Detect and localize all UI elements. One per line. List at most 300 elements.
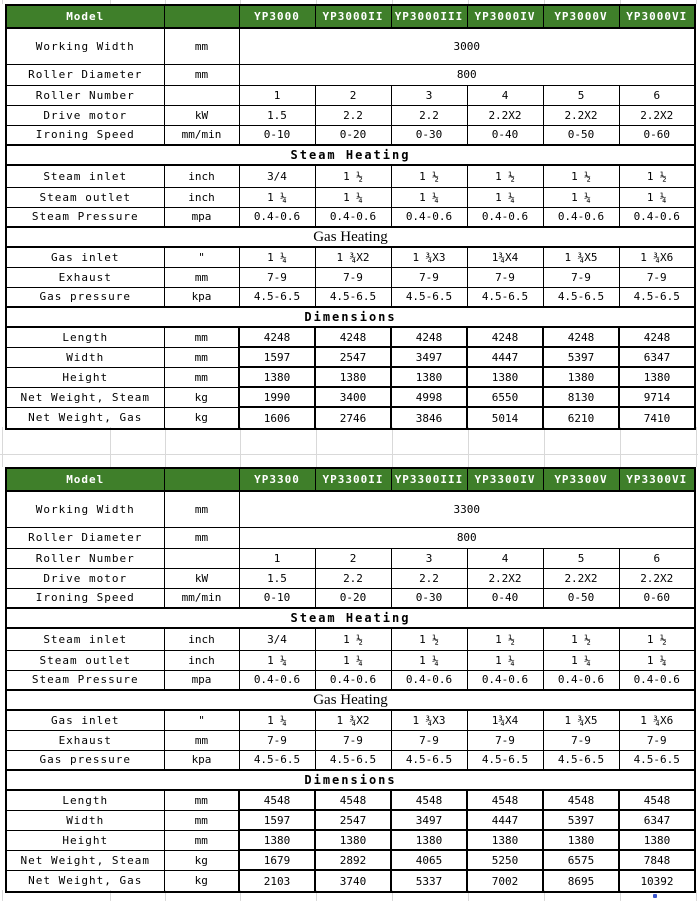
row-label: Height (6, 367, 164, 387)
model-name-cell: YP3300IV (467, 468, 543, 491)
row-value: 1380 (619, 367, 695, 387)
row-label: Ironing Speed (6, 125, 164, 145)
section-title: Dimensions (6, 307, 695, 327)
row-value: 4.5-6.5 (543, 750, 619, 770)
row-value: 1380 (315, 367, 391, 387)
row-label: Steam outlet (6, 650, 164, 670)
row-value: 2547 (315, 347, 391, 367)
spec-row (6, 568, 695, 588)
row-label: Exhaust (6, 730, 164, 750)
spec-row (6, 790, 695, 810)
row-value: 4.5-6.5 (467, 287, 543, 307)
row-value: 1 ½ (391, 628, 467, 650)
row-label: Exhaust (6, 267, 164, 287)
section-title: Steam Heating (6, 608, 695, 628)
model-name-cell: YP3000V (543, 5, 619, 28)
spec-row (6, 491, 695, 527)
row-value: 4.5-6.5 (239, 287, 315, 307)
row-value: 2.2X2 (467, 105, 543, 125)
section-row (6, 145, 695, 165)
row-unit: kg (164, 850, 239, 870)
row-value: 4548 (619, 790, 695, 810)
row-value: 6210 (543, 407, 619, 429)
row-label: Roller Diameter (6, 527, 164, 548)
row-value: 0-50 (543, 125, 619, 145)
row-value: 1 ¼ (315, 650, 391, 670)
row-value: 1597 (239, 810, 315, 830)
row-value: 4.5-6.5 (391, 750, 467, 770)
yp3000-spec-table (0, 4, 696, 430)
row-value: 7002 (467, 870, 543, 892)
row-value: 3846 (391, 407, 467, 429)
row-value: 9714 (619, 387, 695, 407)
row-value: 1 ¼ (239, 187, 315, 207)
blue-marker-dot (653, 894, 657, 898)
row-label: Width (6, 347, 164, 367)
row-unit: mpa (164, 207, 239, 227)
spec-row (6, 247, 695, 267)
model-name-cell: YP3300 (239, 468, 315, 491)
row-unit: mm (164, 790, 239, 810)
row-unit: kW (164, 568, 239, 588)
row-value: 2.2X2 (467, 568, 543, 588)
row-value: 0-20 (315, 588, 391, 608)
spec-row (6, 730, 695, 750)
row-value: 3/4 (239, 628, 315, 650)
row-value: 0.4-0.6 (239, 207, 315, 227)
section-row (6, 307, 695, 327)
row-value: 6 (619, 85, 695, 105)
spec-row (6, 527, 695, 548)
model-header-unit-blank (164, 5, 239, 28)
row-label: Working Width (6, 28, 164, 64)
row-value: 2.2X2 (543, 568, 619, 588)
row-value: 6347 (619, 347, 695, 367)
row-unit: kpa (164, 287, 239, 307)
row-value: 4248 (467, 327, 543, 347)
row-span-value: 3000 (239, 28, 695, 64)
row-unit: kpa (164, 750, 239, 770)
row-label: Roller Number (6, 85, 164, 105)
row-label: Height (6, 830, 164, 850)
row-label: Gas inlet (6, 710, 164, 730)
row-value: 4548 (239, 790, 315, 810)
model-name-cell: YP3000II (315, 5, 391, 28)
model-name-cell: YP3000III (391, 5, 467, 28)
row-unit (164, 85, 239, 105)
row-value: 3 (391, 85, 467, 105)
row-value: 2.2X2 (543, 105, 619, 125)
row-value: 7-9 (619, 730, 695, 750)
yp3300-spec-table (0, 467, 696, 893)
spec-row (6, 870, 695, 892)
row-unit: mm (164, 830, 239, 850)
row-unit: mm (164, 64, 239, 85)
row-value: 1606 (239, 407, 315, 429)
row-value: 1 ¾X5 (543, 710, 619, 730)
row-value: 1 ¾X5 (543, 247, 619, 267)
row-value: 4447 (467, 810, 543, 830)
row-value: 7-9 (619, 267, 695, 287)
model-name-cell: YP3300VI (619, 468, 695, 491)
spec-row (6, 710, 695, 730)
row-unit: mm (164, 267, 239, 287)
row-value: 1 (239, 85, 315, 105)
row-value: 1 ¼ (467, 650, 543, 670)
row-span-value: 3300 (239, 491, 695, 527)
row-value: 2547 (315, 810, 391, 830)
row-value: 6575 (543, 850, 619, 870)
row-value: 1 ¾X6 (619, 710, 695, 730)
row-value: 4.5-6.5 (315, 287, 391, 307)
row-value: 1380 (239, 367, 315, 387)
row-value: 1380 (543, 367, 619, 387)
row-value: 1 ½ (619, 628, 695, 650)
row-value: 1 ¼ (239, 710, 315, 730)
row-value: 1.5 (239, 568, 315, 588)
row-label: Roller Diameter (6, 64, 164, 85)
row-value: 0-10 (239, 588, 315, 608)
row-value: 5397 (543, 347, 619, 367)
row-value: 4.5-6.5 (239, 750, 315, 770)
row-value: 3497 (391, 347, 467, 367)
row-value: 2.2 (391, 568, 467, 588)
row-unit: kW (164, 105, 239, 125)
spec-row (6, 28, 695, 64)
row-unit (164, 548, 239, 568)
row-span-value: 800 (239, 527, 695, 548)
row-value: 7-9 (315, 730, 391, 750)
row-value: 7-9 (543, 267, 619, 287)
row-label: Steam inlet (6, 165, 164, 187)
model-header-row (6, 5, 695, 28)
row-value: 4447 (467, 347, 543, 367)
row-value: 1 ½ (391, 165, 467, 187)
row-label: Roller Number (6, 548, 164, 568)
row-value: 1 ¾X2 (315, 247, 391, 267)
model-header-label: Model (6, 5, 164, 28)
row-value: 4548 (543, 790, 619, 810)
row-unit: mm (164, 730, 239, 750)
row-value: 0-30 (391, 125, 467, 145)
row-value: 1 ¼ (619, 187, 695, 207)
row-value: 0.4-0.6 (619, 207, 695, 227)
section-row (6, 770, 695, 790)
row-value: 1.5 (239, 105, 315, 125)
row-value: 4248 (391, 327, 467, 347)
spec-row (6, 407, 695, 429)
model-name-cell: YP3300II (315, 468, 391, 491)
spec-row (6, 810, 695, 830)
model-name-cell: YP3300V (543, 468, 619, 491)
row-value: 2 (315, 85, 391, 105)
row-label: Gas pressure (6, 750, 164, 770)
row-value: 0-60 (619, 588, 695, 608)
row-value: 1 (239, 548, 315, 568)
row-value: 1 ½ (315, 165, 391, 187)
row-value: 0.4-0.6 (239, 670, 315, 690)
spec-row (6, 85, 695, 105)
row-value: 1 ¾X3 (391, 710, 467, 730)
spec-row (6, 850, 695, 870)
row-value: 1 ½ (543, 628, 619, 650)
row-unit: kg (164, 870, 239, 892)
row-value: 1380 (391, 367, 467, 387)
row-value: 6347 (619, 810, 695, 830)
row-unit: mm (164, 28, 239, 64)
row-label: Steam Pressure (6, 207, 164, 227)
row-unit: mpa (164, 670, 239, 690)
row-value: 6 (619, 548, 695, 568)
spec-row (6, 165, 695, 187)
row-value: 4548 (391, 790, 467, 810)
row-value: 0.4-0.6 (391, 207, 467, 227)
row-value: 7-9 (239, 730, 315, 750)
row-value: 8695 (543, 870, 619, 892)
row-unit: kg (164, 387, 239, 407)
row-value: 3400 (315, 387, 391, 407)
row-value: 1 ½ (315, 628, 391, 650)
row-value: 2.2X2 (619, 105, 695, 125)
row-value: 0-30 (391, 588, 467, 608)
row-label: Length (6, 790, 164, 810)
model-header-unit-blank (164, 468, 239, 491)
row-label: Gas pressure (6, 287, 164, 307)
row-span-value: 800 (239, 64, 695, 85)
row-value: 5 (543, 85, 619, 105)
row-value: 1 ¼ (391, 187, 467, 207)
row-value: 2746 (315, 407, 391, 429)
row-value: 4.5-6.5 (391, 287, 467, 307)
row-label: Ironing Speed (6, 588, 164, 608)
row-label: Length (6, 327, 164, 347)
row-value: 7-9 (467, 730, 543, 750)
section-title: Dimensions (6, 770, 695, 790)
spec-row (6, 830, 695, 850)
row-value: 4548 (315, 790, 391, 810)
spec-row (6, 64, 695, 85)
row-value: 5 (543, 548, 619, 568)
yp3300-series-table (5, 467, 696, 893)
row-label: Net Weight, Steam (6, 850, 164, 870)
row-value: 1380 (391, 830, 467, 850)
row-value: 7-9 (315, 267, 391, 287)
model-name-cell: YP3000 (239, 5, 315, 28)
row-value: 1 ¼ (239, 650, 315, 670)
row-label: Width (6, 810, 164, 830)
row-value: 3497 (391, 810, 467, 830)
row-value: 0.4-0.6 (391, 670, 467, 690)
row-value: 7410 (619, 407, 695, 429)
row-value: 1 ¼ (543, 187, 619, 207)
row-value: 2 (315, 548, 391, 568)
row-value: 7-9 (543, 730, 619, 750)
row-value: 0.4-0.6 (543, 207, 619, 227)
row-value: 1380 (467, 830, 543, 850)
row-value: 1 ¼ (467, 187, 543, 207)
row-unit: mm/min (164, 125, 239, 145)
row-value: 4 (467, 548, 543, 568)
row-value: 0-50 (543, 588, 619, 608)
row-label: Drive motor (6, 568, 164, 588)
row-value: 7848 (619, 850, 695, 870)
row-value: 0.4-0.6 (315, 207, 391, 227)
section-row (6, 227, 695, 247)
row-unit: " (164, 710, 239, 730)
row-value: 2.2 (391, 105, 467, 125)
sheet-gridlines-middle (0, 427, 698, 467)
row-value: 1 ¼ (619, 650, 695, 670)
row-value: 0-40 (467, 125, 543, 145)
row-unit: mm (164, 810, 239, 830)
row-unit: mm (164, 527, 239, 548)
row-value: 1 ¼ (391, 650, 467, 670)
section-title: Gas Heating (6, 690, 695, 710)
row-value: 4248 (619, 327, 695, 347)
row-value: 7-9 (467, 267, 543, 287)
row-value: 4548 (467, 790, 543, 810)
spec-row (6, 650, 695, 670)
row-value: 0.4-0.6 (619, 670, 695, 690)
row-value: 2.2 (315, 105, 391, 125)
row-value: 4.5-6.5 (543, 287, 619, 307)
row-value: 0.4-0.6 (543, 670, 619, 690)
row-value: 0-20 (315, 125, 391, 145)
row-value: 1 ½ (619, 165, 695, 187)
row-value: 7-9 (391, 267, 467, 287)
row-value: 3740 (315, 870, 391, 892)
row-value: 2892 (315, 850, 391, 870)
section-title: Gas Heating (6, 227, 695, 247)
row-unit: mm (164, 491, 239, 527)
row-unit: mm/min (164, 588, 239, 608)
model-name-cell: YP3000IV (467, 5, 543, 28)
row-value: 2103 (239, 870, 315, 892)
row-unit: mm (164, 327, 239, 347)
spec-row (6, 670, 695, 690)
row-unit: inch (164, 650, 239, 670)
row-unit: mm (164, 347, 239, 367)
row-value: 4.5-6.5 (467, 750, 543, 770)
spec-row (6, 548, 695, 568)
row-label: Steam inlet (6, 628, 164, 650)
spec-row (6, 187, 695, 207)
row-value: 7-9 (239, 267, 315, 287)
section-row (6, 608, 695, 628)
row-value: 5397 (543, 810, 619, 830)
yp3000-series-table (5, 4, 696, 430)
row-unit: mm (164, 367, 239, 387)
row-value: 8130 (543, 387, 619, 407)
row-value: 1 ½ (467, 628, 543, 650)
row-value: 1380 (467, 367, 543, 387)
row-value: 1¾X4 (467, 247, 543, 267)
model-name-cell: YP3300III (391, 468, 467, 491)
row-label: Net Weight, Steam (6, 387, 164, 407)
row-value: 1 ¼ (315, 187, 391, 207)
row-value: 4.5-6.5 (315, 750, 391, 770)
spec-row (6, 125, 695, 145)
row-value: 4.5-6.5 (619, 287, 695, 307)
row-label: Steam Pressure (6, 670, 164, 690)
row-label: Net Weight, Gas (6, 870, 164, 892)
row-value: 3 (391, 548, 467, 568)
row-value: 5014 (467, 407, 543, 429)
row-value: 1 ½ (543, 165, 619, 187)
row-unit: inch (164, 165, 239, 187)
row-value: 1 ¾X3 (391, 247, 467, 267)
row-value: 1 ¾X6 (619, 247, 695, 267)
row-value: 2.2X2 (619, 568, 695, 588)
spec-row (6, 588, 695, 608)
row-label: Net Weight, Gas (6, 407, 164, 429)
row-value: 1 ¼ (239, 247, 315, 267)
row-label: Working Width (6, 491, 164, 527)
section-title: Steam Heating (6, 145, 695, 165)
row-unit: " (164, 247, 239, 267)
model-header-row (6, 468, 695, 491)
spec-row (6, 628, 695, 650)
row-value: 1380 (239, 830, 315, 850)
row-value: 7-9 (391, 730, 467, 750)
spec-row (6, 750, 695, 770)
row-value: 0.4-0.6 (467, 207, 543, 227)
row-unit: kg (164, 407, 239, 429)
spec-row (6, 347, 695, 367)
row-unit: inch (164, 187, 239, 207)
row-value: 0.4-0.6 (315, 670, 391, 690)
row-label: Gas inlet (6, 247, 164, 267)
spec-row (6, 327, 695, 347)
row-value: 1 ½ (467, 165, 543, 187)
row-value: 2.2 (315, 568, 391, 588)
row-value: 1 ¾X2 (315, 710, 391, 730)
row-label: Drive motor (6, 105, 164, 125)
spec-row (6, 207, 695, 227)
row-value: 1380 (619, 830, 695, 850)
model-header-label: Model (6, 468, 164, 491)
row-value: 5250 (467, 850, 543, 870)
spec-row (6, 367, 695, 387)
row-value: 3/4 (239, 165, 315, 187)
row-value: 4248 (239, 327, 315, 347)
row-value: 4248 (315, 327, 391, 347)
row-value: 1679 (239, 850, 315, 870)
row-value: 4.5-6.5 (619, 750, 695, 770)
row-value: 6550 (467, 387, 543, 407)
spec-row (6, 287, 695, 307)
row-value: 1380 (315, 830, 391, 850)
row-value: 1990 (239, 387, 315, 407)
spec-row (6, 267, 695, 287)
row-value: 1 ¼ (543, 650, 619, 670)
spec-row (6, 387, 695, 407)
row-value: 5337 (391, 870, 467, 892)
row-value: 0-60 (619, 125, 695, 145)
section-row (6, 690, 695, 710)
row-value: 4248 (543, 327, 619, 347)
row-value: 1597 (239, 347, 315, 367)
row-value: 4998 (391, 387, 467, 407)
row-value: 0-10 (239, 125, 315, 145)
row-value: 4 (467, 85, 543, 105)
model-name-cell: YP3000VI (619, 5, 695, 28)
row-label: Steam outlet (6, 187, 164, 207)
row-value: 0-40 (467, 588, 543, 608)
spec-row (6, 105, 695, 125)
row-value: 1380 (543, 830, 619, 850)
row-value: 10392 (619, 870, 695, 892)
